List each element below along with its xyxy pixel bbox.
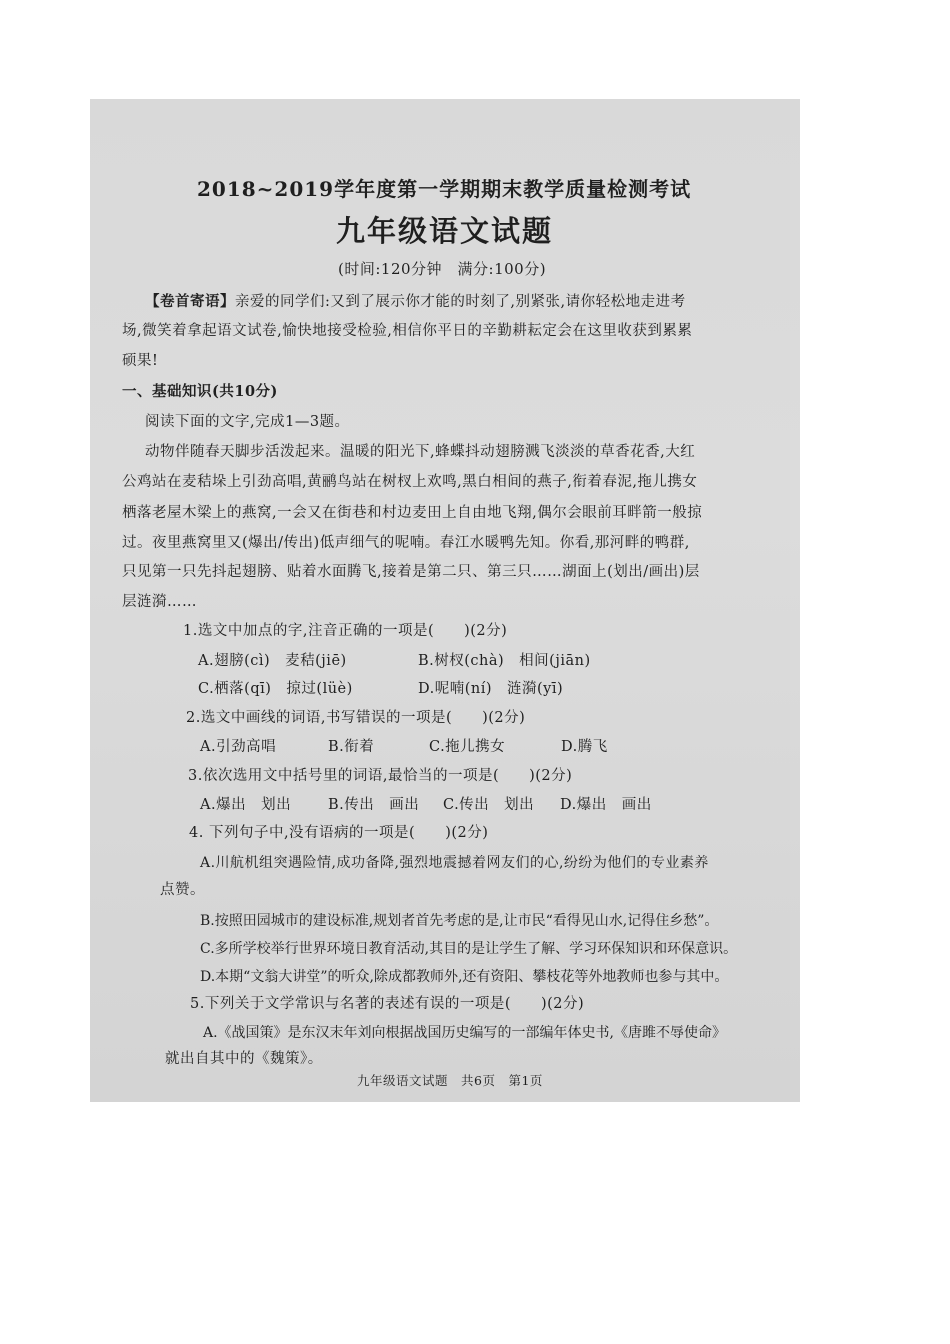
question-4-option-b: B.按照田园城市的建设标准,规划者首先考虑的是,让市民“看得见山水,记得住乡愁”。 — [200, 913, 719, 929]
passage-line: 公鸡站在麦秸垛上引劲高唱,黄鹂鸟站在树杈上欢鸣,黑白相间的燕子,衔着春泥,拖儿携女 — [122, 474, 698, 490]
passage-line: 过。夜里燕窝里又(爆出/传出)低声细气的呢喃。春江水暖鸭先知。你看,那河畔的鸭群, — [122, 535, 690, 551]
question-4-option-a: A.川航机组突遇险情,成功备降,强烈地震撼着网友们的心,纷纷为他们的专业素养 — [200, 855, 709, 871]
passage-line: 栖落老屋木梁上的燕窝,一会又在街巷和村边麦田上自由地飞翔,偶尔会眼前耳畔箭一般掠 — [122, 505, 703, 521]
passage-line: 动物伴随春天脚步活泼起来。温暖的阳光下,蜂蝶抖动翅膀溅飞淡淡的草香花香,大红 — [145, 444, 696, 460]
passage-line: 只见第一只先抖起翅膀、贴着水面腾飞,接着是第二只、第三只……湖面上(划出/画出)层 — [122, 564, 700, 580]
question-2-option-d: D.腾飞 — [561, 739, 608, 755]
question-5-option-a: A.《战国策》是东汉末年刘向根据战国历史编写的一部编年体史书,《唐雎不辱使命》 — [203, 1025, 727, 1041]
passage-line: 层涟漪…… — [122, 594, 197, 610]
question-5-stem: 5.下列关于文学常识与名著的表述有误的一项是( )(2分) — [190, 996, 585, 1012]
question-2-option-b: B.衔着 — [328, 739, 375, 755]
question-3-option-b: B.传出 画出 — [328, 797, 420, 813]
question-1-option-b: B.树杈(chà) 相间(jiān) — [418, 653, 591, 669]
question-2-option-a: A.引劲高唱 — [200, 739, 277, 755]
question-4-option-c: C.多所学校举行世界环境日教育活动,其目的是让学生了解、学习环保知识和环保意识。 — [200, 941, 738, 957]
question-1-option-c: C.栖落(qī) 掠过(lüè) — [198, 681, 353, 697]
question-4-option-a-cont: 点赞。 — [160, 882, 205, 898]
page-footer: 九年级语文试题 共6页 第1页 — [357, 1073, 543, 1088]
exam-title-main: 九年级语文试题 — [336, 214, 554, 248]
question-2-option-c: C.拖儿携女 — [429, 739, 506, 755]
exam-page-content — [90, 99, 800, 1102]
intro-label: 【卷首寄语】 — [145, 293, 235, 310]
intro-line3: 硕果! — [122, 353, 159, 369]
question-3-option-a: A.爆出 划出 — [200, 797, 292, 813]
exam-title-line1: 2018~2019学年度第一学期期末教学质量检测考试 — [197, 177, 692, 201]
intro-text1: 亲爱的同学们:又到了展示你才能的时刻了,别紧张,请你轻松地走进考 — [235, 294, 686, 310]
section-heading: 一、基础知识(共10分) — [122, 383, 278, 400]
question-1-option-a: A.翅膀(cì) 麦秸(jiē) — [198, 653, 347, 669]
question-4-stem: 4. 下列句子中,没有语病的一项是( )(2分) — [189, 825, 489, 841]
question-1-stem: 1.选文中加点的字,注音正确的一项是( )(2分) — [183, 623, 508, 639]
question-3-stem: 3.依次选用文中括号里的词语,最恰当的一项是( )(2分) — [188, 768, 573, 784]
intro-line1 — [145, 292, 686, 312]
question-3-option-c: C.传出 划出 — [443, 797, 535, 813]
reading-instruction: 阅读下面的文字,完成1—3题。 — [145, 414, 350, 430]
question-1-option-d: D.呢喃(ní) 涟漪(yī) — [418, 681, 564, 697]
exam-time-score: (时间:120分钟 满分:100分) — [338, 260, 547, 278]
question-5-option-a-cont: 就出自其中的《魏策》。 — [165, 1051, 323, 1067]
scanned-exam-page — [90, 99, 800, 1102]
question-3-option-d: D.爆出 画出 — [560, 797, 652, 813]
intro-line2: 场,微笑着拿起语文试卷,愉快地接受检验,相信你平日的辛勤耕耘定会在这里收获到累累 — [122, 323, 693, 339]
question-4-option-d: D.本期“文翁大讲堂”的听众,除成都教师外,还有资阳、攀枝花等外地教师也参与其中。 — [200, 969, 729, 985]
question-2-stem: 2.选文中画线的词语,书写错误的一项是( )(2分) — [186, 710, 526, 726]
